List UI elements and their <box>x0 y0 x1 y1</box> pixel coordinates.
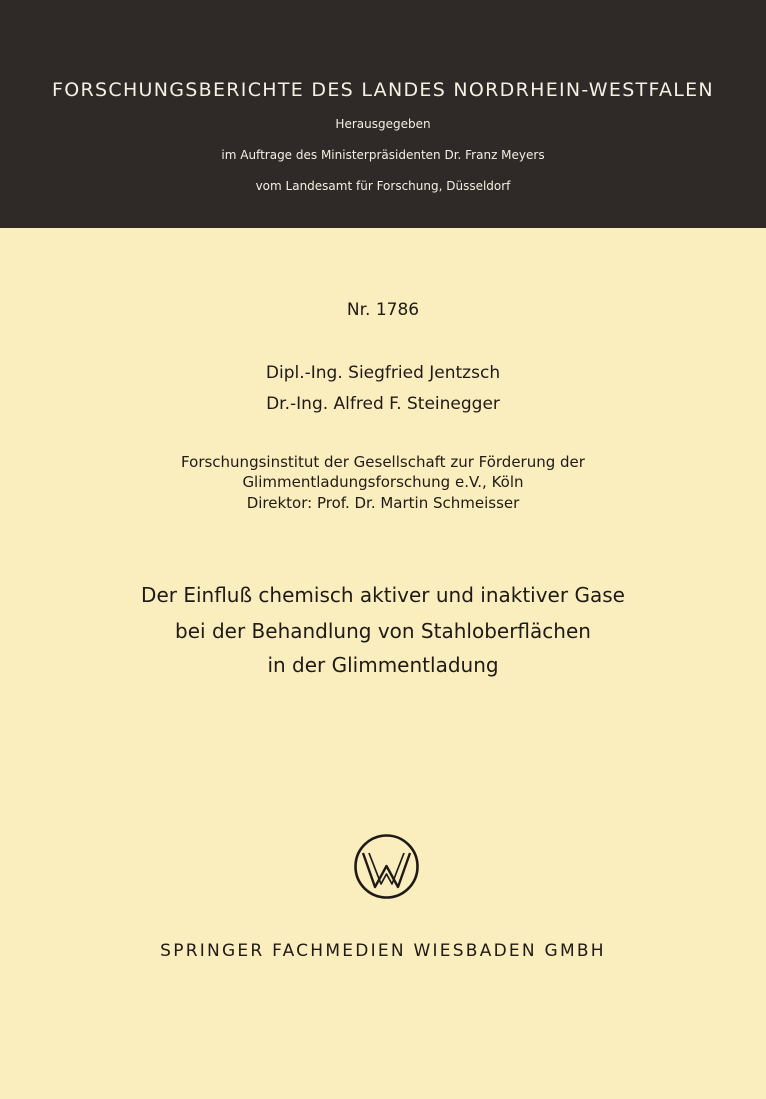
westdeutscher-verlag-logo-icon <box>353 833 420 900</box>
publisher-name: SPRINGER FACHMEDIEN WIESBADEN GMBH <box>160 941 606 961</box>
header-band <box>0 0 766 228</box>
title-line-2: bei der Behandlung von Stahloberflächen <box>175 619 591 643</box>
author-line-2: Dr.-Ing. Alfred F. Steinegger <box>266 394 500 414</box>
header-line-office: vom Landesamt für Forschung, Düsseldorf <box>255 179 511 193</box>
series-title: FORSCHUNGSBERICHTE DES LANDES NORDRHEIN-WESTFALEN <box>52 79 714 101</box>
title-line-3: in der Glimmentladung <box>267 653 499 677</box>
author-line-1: Dipl.-Ing. Siegfried Jentzsch <box>265 363 501 383</box>
institute-line-2: Glimmentladungsforschung e.V., Köln <box>242 473 524 491</box>
header-line-published: Herausgegeben <box>335 117 431 131</box>
institute-line-3: Direktor: Prof. Dr. Martin Schmeisser <box>246 494 520 512</box>
title-line-1: Der Einfluß chemisch aktiver und inaktiver Gase <box>141 583 625 607</box>
institute-line-1: Forschungsinstitut der Gesellschaft zur Förderung der <box>181 453 585 471</box>
report-number: Nr. 1786 <box>346 300 420 320</box>
header-line-commission: im Auftrage des Ministerpräsidenten Dr. Franz Meyers <box>221 148 545 162</box>
